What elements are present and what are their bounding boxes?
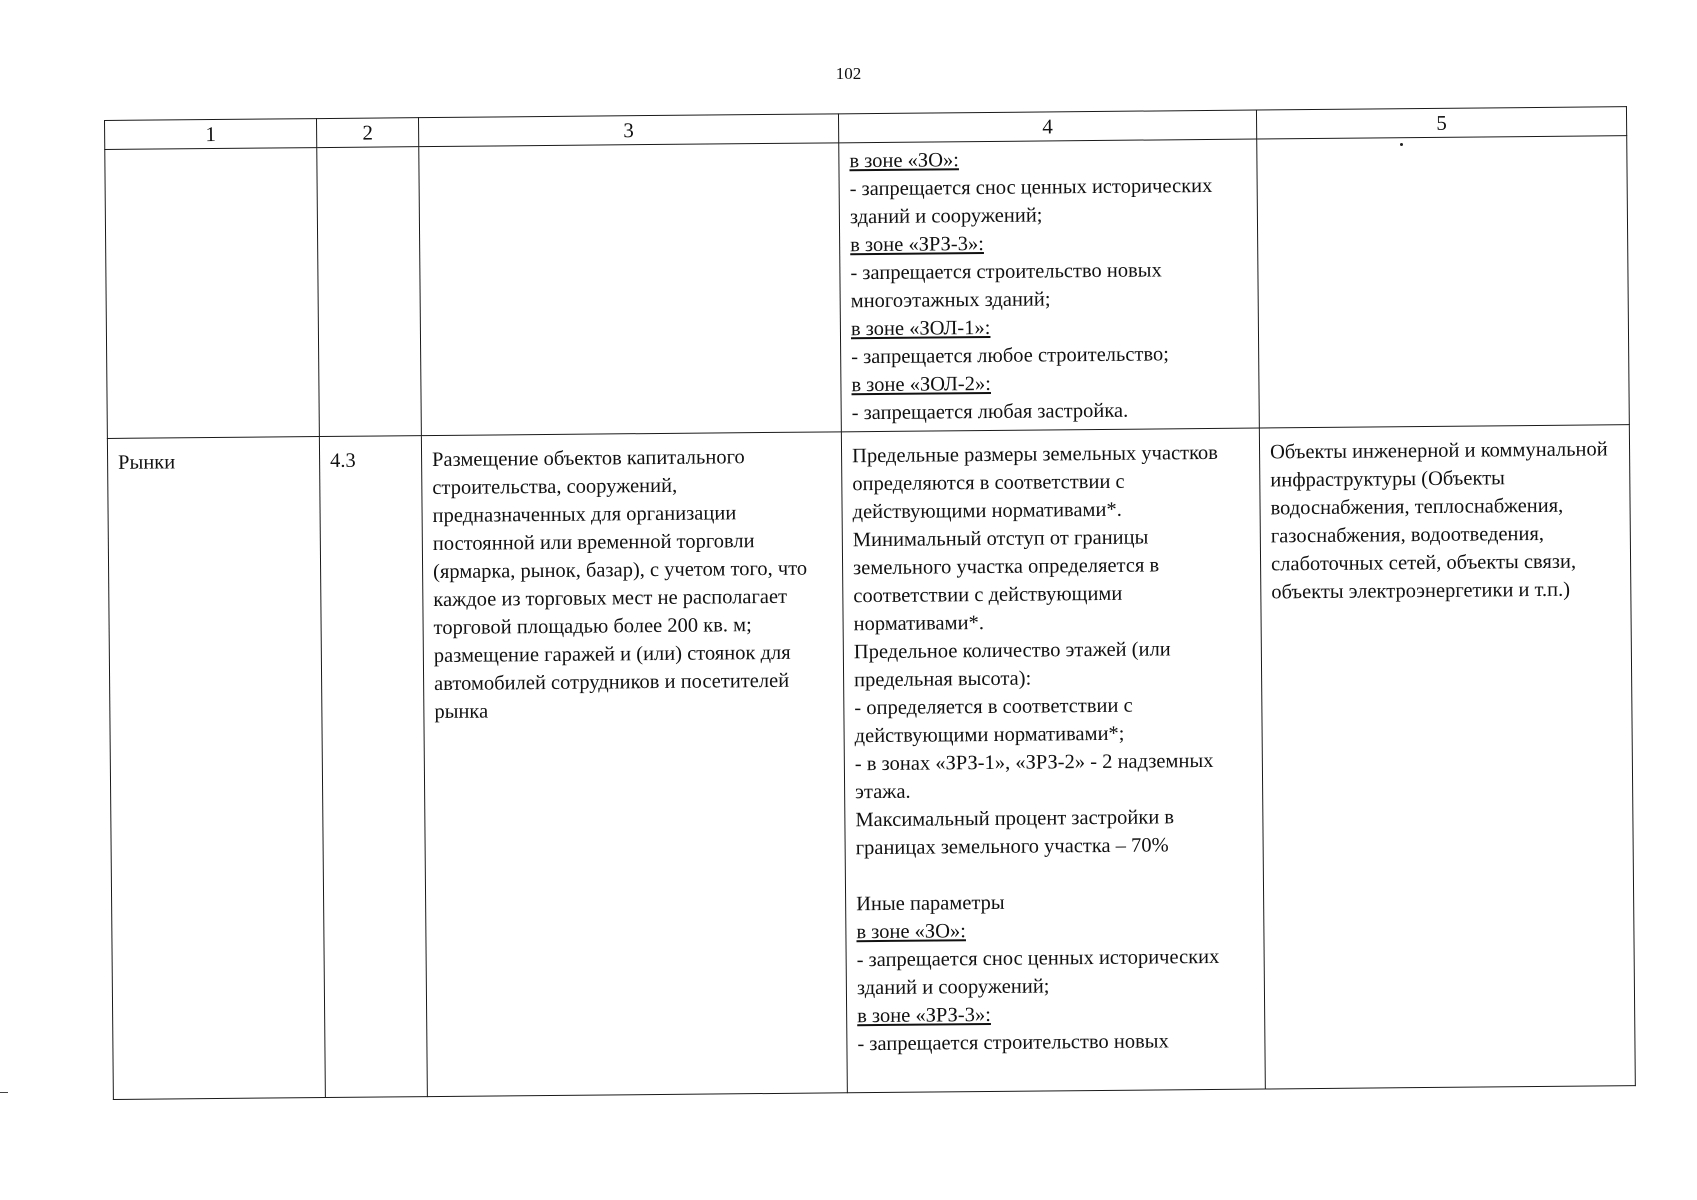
parameters-paragraph: - определяется в соответствии с действующими нормативами*; [854, 694, 1133, 748]
table-row-markets [107, 425, 1635, 1100]
table-row-continuation [105, 136, 1630, 439]
cell-use-code: 4.3 [319, 436, 427, 1098]
cont-col4-paragraph: в зоне «ЗОЛ-2»: [851, 372, 992, 397]
cont-col4-paragraph: - запрещается снос ценных исторических зданий и сооружений; [849, 174, 1213, 229]
header-col-1: 1 [105, 119, 317, 150]
parameters-paragraph: Иные параметры [856, 891, 1005, 916]
cell-cont-col5 [1257, 136, 1630, 428]
cell-cont-col4 [839, 139, 1260, 432]
parameters-paragraph: Предельные размеры земельных участков определяются в соответствии с действующими нормативами*. [851, 441, 1219, 524]
header-col-2: 2 [316, 118, 418, 148]
zoning-regulations-table [104, 106, 1636, 1100]
cell-cont-col2 [317, 147, 422, 437]
cell-cont-col1 [105, 148, 320, 439]
parameters-paragraph: Максимальный процент застройки в границах земельного участка – 70% [855, 806, 1175, 860]
parameters-paragraph [856, 859, 1253, 891]
header-col-4: 4 [838, 110, 1256, 143]
parameters-paragraph: в зоне «ЗРЗ-3»: [857, 1003, 991, 1028]
parameters-paragraph: Предельное количество этажей (или предельная высота): [853, 638, 1171, 692]
scan-dot-mark [1400, 143, 1403, 146]
cont-col4-paragraph: в зоне «ЗРЗ-3»: [850, 233, 984, 257]
cell-use-name: Рынки [107, 437, 325, 1100]
cell-infrastructure: Объекты инженерной и коммунальной инфраструктуры (Объекты водоснабжения, теплоснабжения, газоснабжения, водоотведения, слаботочных сетей, объекты связи, объекты электроэнергетики и т.п.) [1259, 425, 1635, 1089]
parameters-paragraph: - в зонах «ЗРЗ-1», «ЗРЗ-2» - 2 надземных этажа. [854, 749, 1214, 804]
cont-col4-paragraph: в зоне «ЗОЛ-1»: [850, 316, 991, 341]
scan-edge-mark [0, 1092, 8, 1093]
parameters-paragraph: - запрещается строительство новых [857, 1030, 1169, 1056]
parameters-paragraph: Минимальный отступ от границы земельного участка определяется в соответствии с действующими нормативами*. [852, 526, 1160, 636]
cell-parameters [841, 428, 1265, 1093]
cell-cont-col3 [419, 143, 842, 436]
cont-col4-paragraph: - запрещается любое строительство; [851, 343, 1169, 369]
header-col-3: 3 [418, 114, 838, 147]
header-col-5: 5 [1256, 107, 1626, 139]
cont-col4-paragraph: - запрещается строительство новых многоэтажных зданий; [850, 259, 1162, 313]
document-table-sheet [104, 106, 1635, 1090]
cont-col4-paragraph: в зоне «ЗО»: [849, 149, 960, 173]
parameters-paragraph: - запрещается снос ценных исторических зданий и сооружений; [856, 945, 1220, 1000]
parameters-paragraph: в зоне «ЗО»: [856, 920, 966, 944]
page-number: 102 [835, 64, 862, 83]
cont-col4-paragraph: - запрещается любая застройка. [851, 399, 1129, 425]
cell-use-description: Размещение объектов капитального строительства, сооружений, предназначенных для организации постоянной или временной торговли (ярмарка, рынок, базар), с учетом того, что каждое из торговых мест не располагает торговой площадью более 200 кв. м; размещение гаражей и (или) стоянок для автомобилей сотрудников и посетителей рынка [421, 432, 847, 1097]
